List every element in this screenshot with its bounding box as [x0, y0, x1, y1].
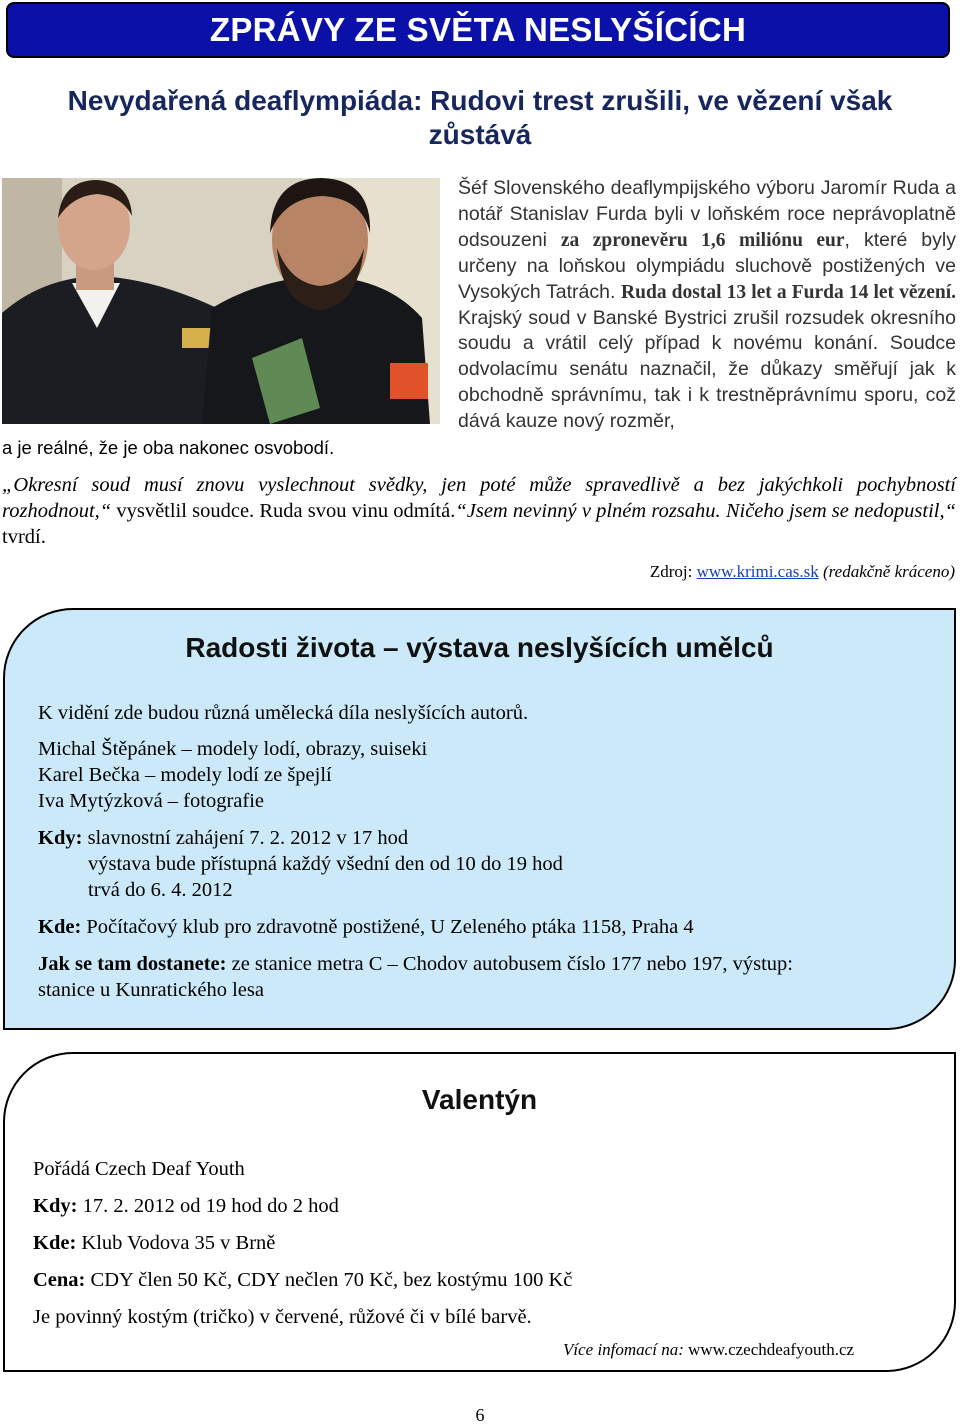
exhibition-how — [38, 951, 793, 977]
how-label: Jak se tam dostanete: — [38, 953, 227, 975]
artist-3: Iva Mytýzková – fotografie — [38, 790, 264, 812]
exhibition-when — [38, 825, 408, 851]
quote-1: „Okresní soud musí znovu vyslechnout svědky, jen poté může spravedlivě a bez jakýchkoli pochybností rozhodnout,“ — [2, 474, 956, 522]
valentine-costume: Je povinný kostým (tričko) v červené, růžové či v bílé barvě. — [33, 1306, 532, 1328]
article-text-2: , které byly určeny na loňskou olympiádu sluchově postižených ve Vysokých Tatrách. — [458, 228, 956, 303]
exhibition-when-2: výstava bude přístupná každý všední den od 10 do 19 hod — [88, 853, 563, 875]
source-note: (redakčně kráceno) — [818, 562, 955, 581]
how-1: ze stanice metra C – Chodov autobusem číslo 177 nebo 197, výstup: — [226, 953, 793, 975]
valentine-organizer: Pořádá Czech Deaf Youth — [33, 1158, 245, 1180]
plain-1: vysvětlil soudce. Ruda svou vinu odmítá. — [111, 500, 456, 522]
photo-caption: a je reálné, že je oba nakonec osvobodí. — [2, 437, 335, 458]
exhibition-how-2: stanice u Kunratického lesa — [38, 979, 264, 1001]
more-url[interactable]: www.czechdeafyouth.cz — [683, 1340, 855, 1359]
article-continuation — [2, 472, 956, 550]
source-link[interactable]: www.krimi.cas.sk — [696, 562, 819, 581]
v-price-label: Cena: — [33, 1269, 86, 1291]
v-when-text: 17. 2. 2012 od 19 hod do 2 hod — [77, 1195, 339, 1217]
more-label: Více infomací na: — [563, 1340, 684, 1359]
exhibition-when-3: trvá do 6. 4. 2012 — [88, 879, 233, 901]
v-price-text: CDY člen 50 Kč, CDY nečlen 70 Kč, bez kostýmu 100 Kč — [85, 1269, 573, 1291]
article-bold-2: Ruda dostal 13 let a Furda 14 let vězení. — [621, 281, 957, 303]
exhibition-box — [3, 608, 956, 1030]
page-number: 6 — [475, 1405, 485, 1425]
where-text: Počítačový klub pro zdravotně postižené, U Zeleného ptáka 1158, Praha 4 — [81, 916, 694, 938]
where-label: Kde: — [38, 916, 82, 938]
article-text-1: Šéf Slovenského deaflympijského výboru Jaromír Ruda a notář Stanislav Furda byli v loňském roce neprávoplatně odsouzeni — [458, 177, 956, 251]
exhibition-intro: K vidění zde budou různá umělecká díla neslyšících autorů. — [38, 702, 529, 724]
photo-two-men — [2, 178, 440, 424]
v-when-label: Kdy: — [33, 1195, 78, 1217]
article-photo — [2, 178, 440, 424]
valentine-box — [3, 1052, 956, 1372]
headline-line-1: Nevydařená deaflympiáda: Rudovi trest zrušili, ve vězení však — [67, 85, 893, 116]
article-bold-1: za zpronevěru 1,6 miliónu eur — [560, 229, 845, 251]
exhibition-where — [38, 914, 694, 940]
v-where-label: Kde: — [33, 1232, 77, 1254]
section-banner — [6, 2, 950, 58]
valentine-title: Valentýn — [421, 1084, 538, 1115]
valentine-where — [33, 1230, 275, 1256]
when-label: Kdy: — [38, 827, 83, 849]
valentine-price — [33, 1267, 572, 1293]
quote-2: “Jsem nevinný v plném rozsahu. Ničeho jsem se nedopustil,“ — [455, 500, 956, 522]
source-label: Zdroj: — [649, 562, 697, 581]
article-text-3: Krajský soud v Banské Bystrici zrušil rozsudek okresního soudu a vrátil celý případ k novému konání. Soudce odvolacímu senátu naznačil, že důkazy směřují jak k obchodně správnímu, tak i k trestněprávnímu sporu, což dává kauze nový rozměr, — [458, 306, 956, 433]
valentine-when — [33, 1193, 339, 1219]
plain-2: tvrdí. — [2, 526, 46, 548]
artist-2: Karel Bečka – modely lodí ze špejlí — [38, 764, 332, 786]
when-1: slavnostní zahájení 7. 2. 2012 v 17 hod — [82, 827, 409, 849]
banner-title: ZPRÁVY ZE SVĚTA NESLYŠÍCÍCH — [209, 11, 747, 48]
article-headline — [0, 84, 960, 152]
headline-line-2: zůstává — [428, 119, 532, 150]
article-source — [650, 562, 955, 582]
artist-1: Michal Štěpánek – modely lodí, obrazy, suiseki — [38, 738, 428, 760]
exhibition-title: Radosti života – výstava neslyšících umělců — [185, 632, 774, 663]
v-where-text: Klub Vodova 35 v Brně — [76, 1232, 276, 1254]
valentine-more-info — [563, 1340, 854, 1360]
article-column — [458, 176, 956, 435]
